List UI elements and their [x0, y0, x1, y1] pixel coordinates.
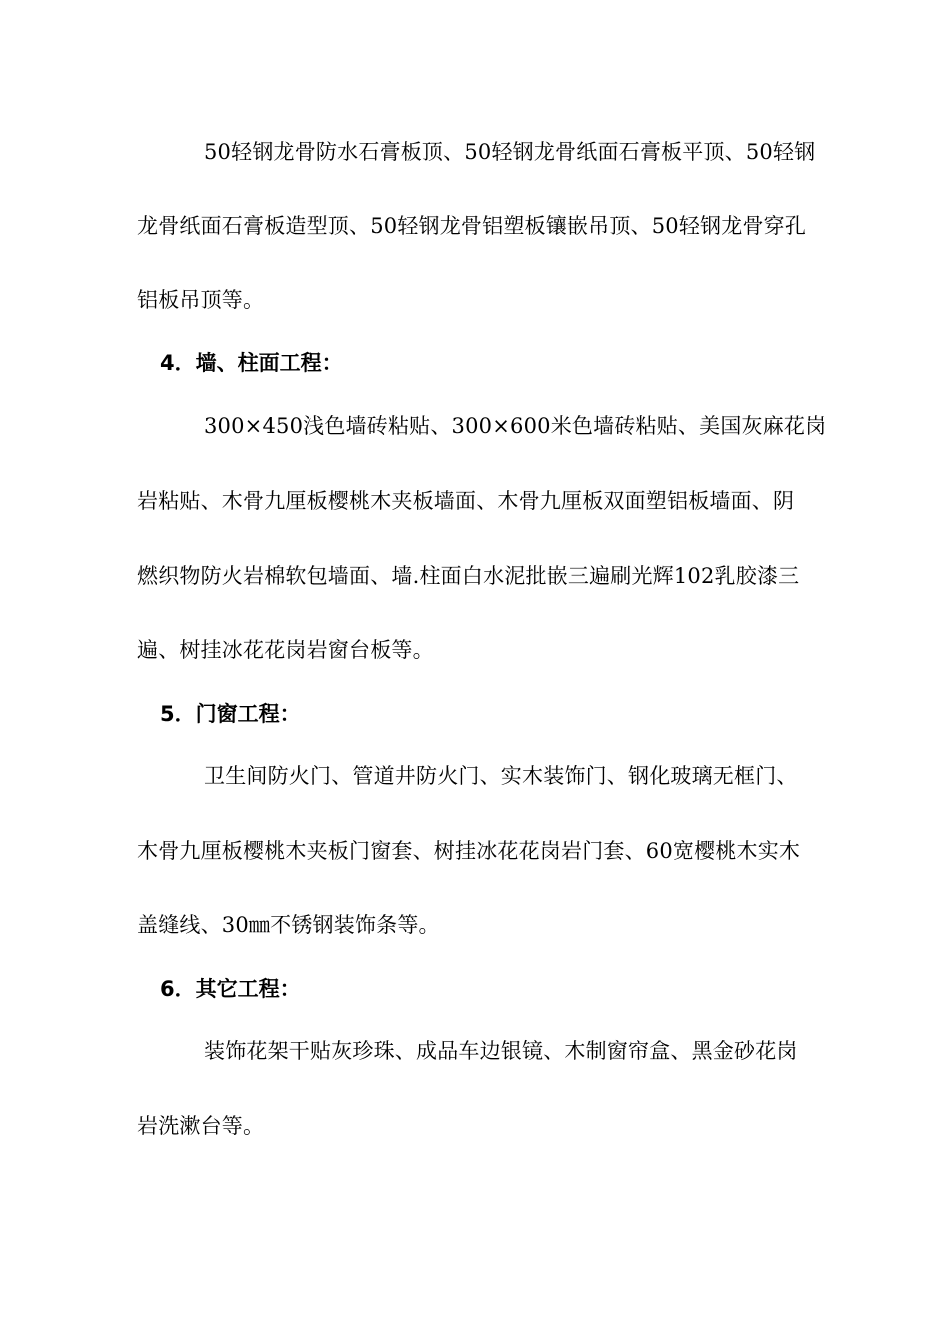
- section-heading: 6．其它工程：: [160, 977, 301, 1001]
- paragraph-line: 装饰花架干贴灰珍珠、成品车边银镜、木制窗帘盒、黑金砂花岗: [204, 1039, 798, 1063]
- paragraph-line: 木骨九厘板樱桃木夹板门窗套、树挂冰花花岗岩门套、60宽樱桃木实木: [137, 839, 801, 863]
- section-heading: 5．门窗工程：: [160, 702, 301, 726]
- paragraph-line: 300×450浅色墙砖粘贴、300×600米色墙砖粘贴、美国灰麻花岗: [204, 414, 827, 438]
- paragraph-line: 岩粘贴、木骨九厘板樱桃木夹板墙面、木骨九厘板双面塑铝板墙面、阴: [137, 489, 795, 513]
- paragraph-line: 燃织物防火岩棉软包墙面、墙.柱面白水泥批嵌三遍刷光辉102乳胶漆三: [137, 564, 800, 588]
- paragraph-line: 龙骨纸面石膏板造型顶、50轻钢龙骨铝塑板镶嵌吊顶、50轻钢龙骨穿孔: [137, 214, 807, 238]
- paragraph-line: 50轻钢龙骨防水石膏板顶、50轻钢龙骨纸面石膏板平顶、50轻钢: [204, 140, 816, 164]
- section-heading: 4．墙、柱面工程：: [160, 351, 343, 375]
- paragraph-line: 盖缝线、30㎜不锈钢装饰条等。: [137, 913, 440, 937]
- paragraph-line: 遍、树挂冰花花岗岩窗台板等。: [137, 638, 434, 662]
- paragraph-line: 卫生间防火门、管道井防火门、实木装饰门、钢化玻璃无框门、: [204, 764, 798, 788]
- paragraph-line: 岩洗漱台等。: [137, 1114, 265, 1138]
- paragraph-line: 铝板吊顶等。: [137, 288, 265, 312]
